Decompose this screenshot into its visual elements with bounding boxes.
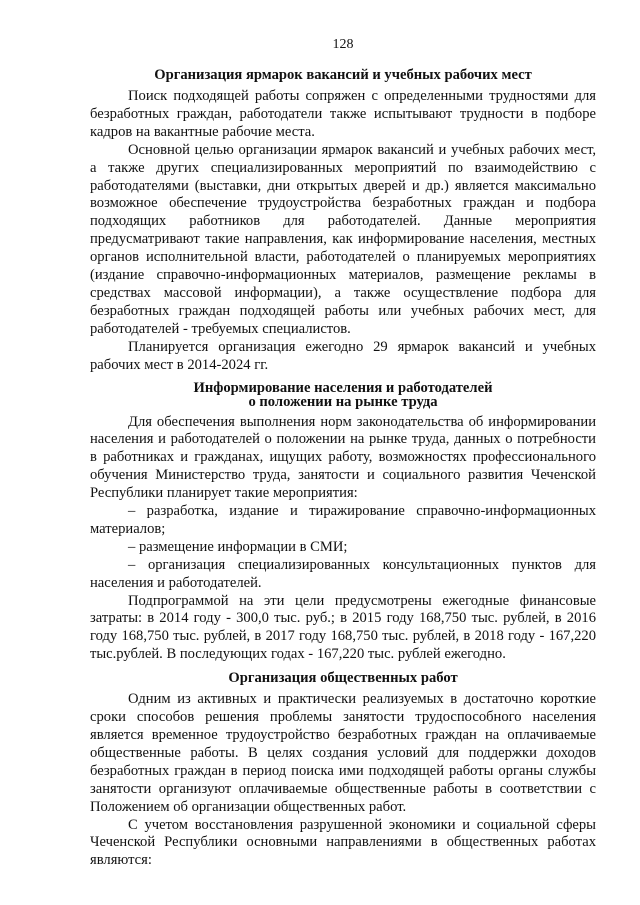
- list-item: – разработка, издание и тиражирование справочно-информационных материалов;: [90, 503, 596, 537]
- section-heading: [90, 381, 596, 409]
- paragraph: Для обеспечения выполнения норм законодательства об информировании населения и работодателей о положении на рынке труда, данных о потребности в работниках и гражданах, ищущих работу, возможностях профессионального обучения Министерство труда, занятости и социального развития Чеченской Республики планирует такие мероприятия:: [90, 413, 596, 502]
- paragraph: Одним из активных и практически реализуемых в достаточно короткие сроки способов решения проблемы занятости трудоспособного населения является временное трудоустройство безработных граждан на оплачиваемые общественные работы. В целях создания условий для поддержки доходов безработных граждан в период поиска ими подходящей работы органы службы занятости организуют оплачиваемые общественные работы в соответствии с Положением об организации общественных работ.: [90, 691, 596, 815]
- document-page: [90, 36, 596, 870]
- list-item: – размещение информации в СМИ;: [128, 538, 348, 555]
- paragraph: С учетом восстановления разрушенной экономики и социальной сферы Чеченской Республики основными направлениями в общественных работах являются:: [90, 816, 596, 869]
- section-heading-line2: о положении на рынке труда: [248, 393, 438, 410]
- paragraph: Поиск подходящей работы сопряжен с определенными трудностями для безработных граждан, работодатели также испытывают трудности в подборе кадров на вакантные рабочие места.: [90, 88, 596, 140]
- paragraph: Планируется организация ежегодно 29 ярмарок вакансий и учебных рабочих мест в 2014-2024 гг.: [90, 338, 596, 373]
- section-labor-market-info: [90, 381, 596, 665]
- list-item: – организация специализированных консультационных пунктов для населения и работодателей.: [90, 556, 596, 591]
- section-public-works: [90, 670, 596, 870]
- section-heading: Организация общественных работ: [228, 670, 458, 687]
- section-job-fairs: [90, 67, 596, 375]
- section-heading: Организация ярмарок вакансий и учебных рабочих мест: [154, 67, 532, 83]
- paragraph: Подпрограммой на эти цели предусмотрены ежегодные финансовые затраты: в 2014 году - 300,0 тыс. руб.; в 2015 году 168,750 тыс. рублей, в 2016 году 168,750 тыс. рублей, в 2017 году 168,750 тыс. рублей, в 2018 году - 167,220 тыс.рублей. В последующих годах - 167,220 тыс. рублей ежегодно.: [90, 592, 596, 663]
- page-number: 128: [332, 37, 354, 52]
- paragraph: Основной целью организации ярмарок вакансий и учебных рабочих мест, а также других специализированных мероприятий по взаимодействию с работодателями (выставки, дни открытых дверей и др.) является максимально возможное обеспечение трудоустройства безработных граждан и подбора подходящих работников для работодателей. Данные мероприятия предусматривают такие направления, как информирование населения, местных органов исполнительной власти, работодателей о планируемых мероприятиях (издание справочно-информационных материалов, размещение рекламы в средствах массовой информации), а также осуществление подбора для безработных граждан подходящей работы или учебных рабочих мест, для работодателей - требуемых специалистов.: [90, 141, 596, 337]
- section-heading-line1: Информирование населения и работодателей: [193, 379, 493, 396]
